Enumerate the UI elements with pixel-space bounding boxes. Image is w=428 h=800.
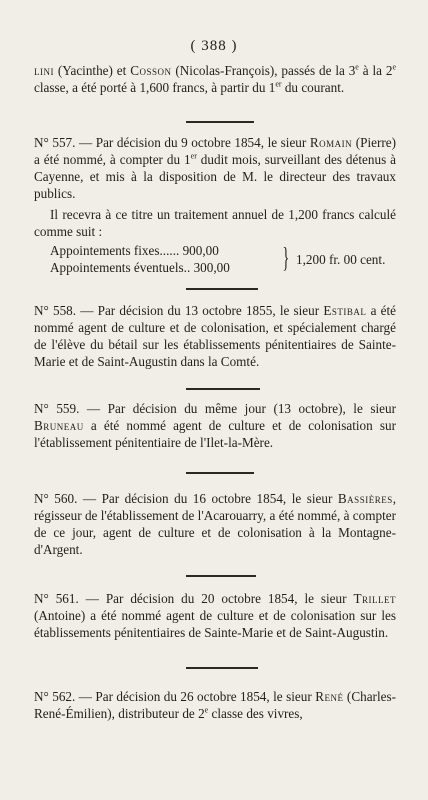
entry-559-text-1: N° 559. — Par décision du même jour (13 octobre), le sieur xyxy=(34,401,396,416)
entry-557-text-2: (Pierre) a été nommé, à compter du 1 xyxy=(34,135,396,167)
separator-rule xyxy=(186,388,260,390)
entry-558 xyxy=(34,302,396,370)
intro-sup-3: er xyxy=(275,79,282,89)
entry-557-sup: er xyxy=(190,151,197,161)
entry-558-text-2: a été nommé agent de culture et de colonisation, et spécialement chargé de l'élève du bétail sur les établissements pénitentiaires de Sainte-Marie et de Saint-Augustin dans la Comté. xyxy=(34,303,396,369)
name-cosson: Cosson xyxy=(130,63,172,78)
entry-562-sup: e xyxy=(204,705,209,715)
entry-558-name: Estibal xyxy=(323,303,367,318)
entry-562-text-1: N° 562. — Par décision du 26 octobre 1854, le sieur xyxy=(34,689,316,704)
entry-560-text-1: N° 560. — Par décision du 16 octobre 1854, le sieur xyxy=(34,491,338,506)
entry-557 xyxy=(34,134,396,276)
separator-rule xyxy=(186,121,254,123)
intro-sup-1: e xyxy=(355,62,359,72)
entry-559-name: Bruneau xyxy=(34,418,84,433)
entry-557-text-3: dudit mois, surveillant des détenus à Cayenne, et mis à la disposition de M. le directeur des travaux publics. xyxy=(34,152,397,201)
entry-562-text-3: classe des vivres, xyxy=(208,706,303,721)
entry-562-name: René xyxy=(315,689,344,704)
separator-rule xyxy=(186,667,258,669)
entry-557-name: Romain xyxy=(309,135,353,150)
salary-line-fixed: Appointements fixes...... 900,00 xyxy=(50,243,219,258)
page-number: ( 388 ) xyxy=(190,38,238,54)
entry-560-text-2: , régisseur de l'établissement de l'Acarouarry, a été nommé, à compter de ce jour, agent de culture et de colonisation à la Montagne-d'Argent. xyxy=(34,491,396,557)
separator-rule xyxy=(186,472,254,474)
entry-561-text-2: (Antoine) a été nommé agent de culture et de colonisation sur les établissements pénitentiaires de Sainte-Marie et de Saint-Augustin. xyxy=(34,608,396,640)
separator-rule xyxy=(186,575,256,577)
intro-text-3: à la 2 xyxy=(358,63,393,78)
entry-560 xyxy=(34,490,396,558)
entry-558-text-1: N° 558. — Par décision du 13 octobre 1855, le sieur xyxy=(34,303,324,318)
intro-paragraph xyxy=(34,62,396,96)
entry-562 xyxy=(34,688,396,722)
intro-sup-2: e xyxy=(392,62,396,72)
entry-560-name: Bassières xyxy=(337,491,393,506)
salary-total: 1,200 fr. 00 cent. xyxy=(296,251,386,267)
intro-text-1: (Yacinthe) et xyxy=(54,63,131,78)
entry-561-text-1: N° 561. — Par décision du 20 octobre 1854, le sieur xyxy=(34,591,354,606)
brace-icon: } xyxy=(282,243,290,274)
entry-557-salary-paragraph: Il recevra à ce titre un traitement annuel de 1,200 francs calculé comme suit : xyxy=(34,207,396,239)
salary-breakdown xyxy=(50,242,396,276)
entry-559-text-2: a été nommé agent de culture et de colonisation sur l'établissement pénitentiaire de l'Ilet-la-Mère. xyxy=(34,418,396,450)
entry-562-text-2: (Charles-René-Émilien), distributeur de 2 xyxy=(34,689,396,721)
entry-561-name: Trillet xyxy=(353,591,396,606)
entry-557-text-1: N° 557. — Par décision du 9 octobre 1854, le sieur xyxy=(34,135,310,150)
salary-line-variable: Appointements éventuels.. 300,00 xyxy=(50,260,230,275)
separator-rule xyxy=(186,288,258,290)
intro-text-2: (Nicolas-François), passés de la 3 xyxy=(171,63,356,78)
salary-lines xyxy=(50,242,278,276)
entry-559 xyxy=(34,400,396,451)
entry-561 xyxy=(34,590,396,641)
name-lini: lini xyxy=(34,63,54,78)
intro-text-4: classe, a été porté à 1,600 francs, à partir du 1 xyxy=(34,80,276,95)
intro-text-5: du courant. xyxy=(281,80,345,95)
